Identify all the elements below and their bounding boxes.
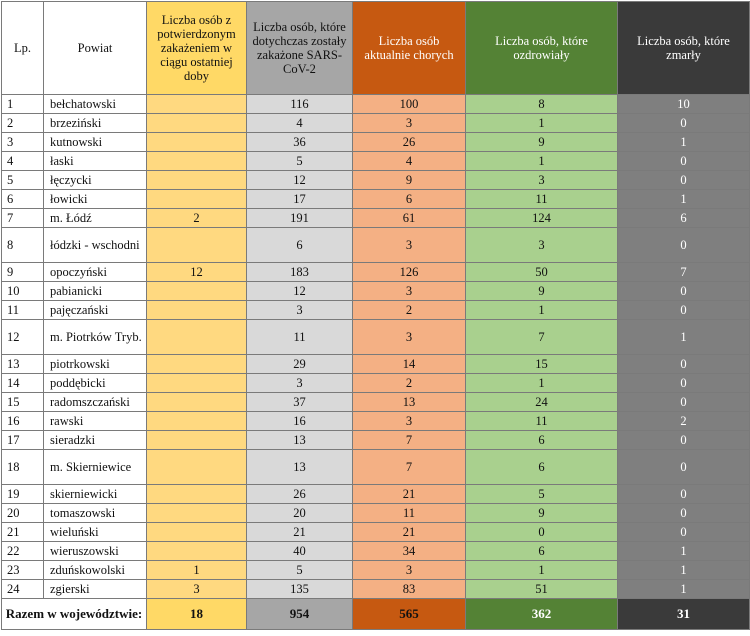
cell-currently-sick: 100	[353, 95, 466, 114]
cell-deaths: 0	[618, 228, 750, 263]
table-row	[2, 320, 750, 355]
table-row	[2, 355, 750, 374]
cell-recovered: 1	[466, 561, 618, 580]
table-row	[2, 523, 750, 542]
cell-total-cases: 29	[247, 355, 353, 374]
cell-new-cases	[147, 542, 247, 561]
cell-powiat: skierniewicki	[44, 485, 147, 504]
cell-new-cases	[147, 152, 247, 171]
cell-total-cases: 20	[247, 504, 353, 523]
cell-powiat: kutnowski	[44, 133, 147, 152]
table-row	[2, 374, 750, 393]
table-row	[2, 580, 750, 599]
cell-currently-sick: 7	[353, 431, 466, 450]
table-row	[2, 209, 750, 228]
cell-lp: 12	[2, 320, 44, 355]
cell-powiat: sieradzki	[44, 431, 147, 450]
cell-recovered: 51	[466, 580, 618, 599]
cell-deaths: 0	[618, 431, 750, 450]
cell-lp: 4	[2, 152, 44, 171]
cell-powiat: wieruszowski	[44, 542, 147, 561]
cell-currently-sick: 7	[353, 450, 466, 485]
cell-total-cases: 16	[247, 412, 353, 431]
table-row	[2, 504, 750, 523]
table-row	[2, 450, 750, 485]
cell-recovered: 124	[466, 209, 618, 228]
cell-recovered: 3	[466, 171, 618, 190]
cell-lp: 13	[2, 355, 44, 374]
cell-deaths: 0	[618, 393, 750, 412]
cell-total-cases: 183	[247, 263, 353, 282]
cell-total-cases: 11	[247, 320, 353, 355]
cell-recovered: 0	[466, 523, 618, 542]
cell-recovered: 50	[466, 263, 618, 282]
cell-deaths: 2	[618, 412, 750, 431]
cell-new-cases	[147, 190, 247, 209]
table-row	[2, 485, 750, 504]
cell-powiat: poddębicki	[44, 374, 147, 393]
cell-currently-sick: 83	[353, 580, 466, 599]
cell-new-cases: 12	[147, 263, 247, 282]
cell-new-cases	[147, 450, 247, 485]
cell-recovered: 24	[466, 393, 618, 412]
header-recovered: Liczba osób, które ozdrowiały	[466, 2, 618, 95]
cell-new-cases	[147, 301, 247, 320]
header-row	[2, 2, 750, 95]
cell-deaths: 0	[618, 504, 750, 523]
cell-new-cases	[147, 485, 247, 504]
cell-recovered: 8	[466, 95, 618, 114]
cell-lp: 16	[2, 412, 44, 431]
cell-lp: 10	[2, 282, 44, 301]
totals-label: Razem w województwie:	[2, 599, 147, 630]
cell-deaths: 0	[618, 171, 750, 190]
cell-new-cases	[147, 114, 247, 133]
cell-powiat: radomszczański	[44, 393, 147, 412]
cell-new-cases	[147, 228, 247, 263]
table-row	[2, 114, 750, 133]
header-new-cases: Liczba osób z potwierdzonym zakażeniem w ciągu ostatniej doby	[147, 2, 247, 95]
totals-new-cases: 18	[147, 599, 247, 630]
table-row	[2, 431, 750, 450]
cell-deaths: 6	[618, 209, 750, 228]
covid-stats-table	[1, 1, 750, 630]
cell-lp: 5	[2, 171, 44, 190]
cell-deaths: 1	[618, 133, 750, 152]
header-powiat: Powiat	[44, 2, 147, 95]
cell-currently-sick: 3	[353, 320, 466, 355]
cell-total-cases: 13	[247, 450, 353, 485]
cell-recovered: 9	[466, 133, 618, 152]
cell-powiat: rawski	[44, 412, 147, 431]
cell-lp: 19	[2, 485, 44, 504]
totals-deaths: 31	[618, 599, 750, 630]
table-body	[2, 95, 750, 599]
cell-currently-sick: 2	[353, 374, 466, 393]
cell-currently-sick: 9	[353, 171, 466, 190]
cell-deaths: 0	[618, 485, 750, 504]
cell-new-cases	[147, 282, 247, 301]
table-row	[2, 263, 750, 282]
table-row	[2, 95, 750, 114]
cell-new-cases	[147, 171, 247, 190]
cell-lp: 22	[2, 542, 44, 561]
cell-powiat: opoczyński	[44, 263, 147, 282]
cell-deaths: 10	[618, 95, 750, 114]
cell-currently-sick: 34	[353, 542, 466, 561]
cell-lp: 23	[2, 561, 44, 580]
cell-recovered: 1	[466, 301, 618, 320]
cell-lp: 17	[2, 431, 44, 450]
cell-powiat: brzeziński	[44, 114, 147, 133]
cell-total-cases: 3	[247, 374, 353, 393]
cell-lp: 6	[2, 190, 44, 209]
cell-lp: 11	[2, 301, 44, 320]
cell-total-cases: 12	[247, 282, 353, 301]
cell-powiat: m. Piotrków Tryb.	[44, 320, 147, 355]
cell-total-cases: 37	[247, 393, 353, 412]
cell-lp: 18	[2, 450, 44, 485]
cell-recovered: 11	[466, 190, 618, 209]
cell-recovered: 6	[466, 542, 618, 561]
cell-lp: 21	[2, 523, 44, 542]
cell-new-cases	[147, 95, 247, 114]
cell-deaths: 0	[618, 114, 750, 133]
cell-new-cases	[147, 320, 247, 355]
cell-deaths: 1	[618, 190, 750, 209]
table-row	[2, 152, 750, 171]
table-row	[2, 228, 750, 263]
cell-currently-sick: 4	[353, 152, 466, 171]
cell-deaths: 1	[618, 580, 750, 599]
cell-total-cases: 40	[247, 542, 353, 561]
cell-recovered: 9	[466, 282, 618, 301]
cell-new-cases	[147, 355, 247, 374]
totals-recovered: 362	[466, 599, 618, 630]
table-row	[2, 282, 750, 301]
cell-total-cases: 3	[247, 301, 353, 320]
cell-powiat: pabianicki	[44, 282, 147, 301]
cell-deaths: 7	[618, 263, 750, 282]
cell-new-cases	[147, 374, 247, 393]
cell-lp: 8	[2, 228, 44, 263]
cell-new-cases: 1	[147, 561, 247, 580]
cell-powiat: zgierski	[44, 580, 147, 599]
cell-recovered: 6	[466, 431, 618, 450]
cell-powiat: wieluński	[44, 523, 147, 542]
cell-new-cases	[147, 393, 247, 412]
cell-total-cases: 17	[247, 190, 353, 209]
cell-currently-sick: 3	[353, 412, 466, 431]
cell-recovered: 6	[466, 450, 618, 485]
cell-lp: 24	[2, 580, 44, 599]
cell-currently-sick: 6	[353, 190, 466, 209]
cell-powiat: pajęczański	[44, 301, 147, 320]
cell-lp: 20	[2, 504, 44, 523]
cell-deaths: 0	[618, 523, 750, 542]
cell-currently-sick: 3	[353, 561, 466, 580]
cell-powiat: tomaszowski	[44, 504, 147, 523]
cell-total-cases: 12	[247, 171, 353, 190]
cell-lp: 3	[2, 133, 44, 152]
cell-deaths: 0	[618, 301, 750, 320]
cell-currently-sick: 21	[353, 523, 466, 542]
cell-lp: 2	[2, 114, 44, 133]
cell-recovered: 1	[466, 152, 618, 171]
cell-recovered: 5	[466, 485, 618, 504]
cell-deaths: 1	[618, 542, 750, 561]
table-row	[2, 190, 750, 209]
cell-deaths: 1	[618, 561, 750, 580]
cell-recovered: 1	[466, 374, 618, 393]
table-row	[2, 412, 750, 431]
cell-currently-sick: 2	[353, 301, 466, 320]
header-total-cases: Liczba osób, które dotychczas zostały zakażone SARS-CoV-2	[247, 2, 353, 95]
cell-powiat: łowicki	[44, 190, 147, 209]
header-currently-sick: Liczba osób aktualnie chorych	[353, 2, 466, 95]
cell-new-cases	[147, 504, 247, 523]
cell-recovered: 11	[466, 412, 618, 431]
cell-total-cases: 6	[247, 228, 353, 263]
cell-currently-sick: 3	[353, 114, 466, 133]
cell-currently-sick: 26	[353, 133, 466, 152]
cell-powiat: łęczycki	[44, 171, 147, 190]
cell-new-cases	[147, 431, 247, 450]
cell-total-cases: 36	[247, 133, 353, 152]
table-row	[2, 393, 750, 412]
header-lp: Lp.	[2, 2, 44, 95]
cell-lp: 7	[2, 209, 44, 228]
cell-currently-sick: 3	[353, 282, 466, 301]
cell-powiat: m. Łódź	[44, 209, 147, 228]
totals-currently-sick: 565	[353, 599, 466, 630]
cell-currently-sick: 126	[353, 263, 466, 282]
cell-deaths: 0	[618, 152, 750, 171]
cell-total-cases: 4	[247, 114, 353, 133]
cell-currently-sick: 13	[353, 393, 466, 412]
cell-total-cases: 21	[247, 523, 353, 542]
cell-lp: 1	[2, 95, 44, 114]
cell-lp: 15	[2, 393, 44, 412]
cell-currently-sick: 21	[353, 485, 466, 504]
cell-new-cases: 3	[147, 580, 247, 599]
table-row	[2, 561, 750, 580]
cell-deaths: 0	[618, 374, 750, 393]
cell-powiat: łódzki - wschodni	[44, 228, 147, 263]
cell-new-cases	[147, 523, 247, 542]
cell-new-cases	[147, 412, 247, 431]
cell-powiat: zduńskowolski	[44, 561, 147, 580]
cell-recovered: 9	[466, 504, 618, 523]
cell-total-cases: 13	[247, 431, 353, 450]
cell-currently-sick: 14	[353, 355, 466, 374]
cell-total-cases: 116	[247, 95, 353, 114]
table-row	[2, 133, 750, 152]
cell-currently-sick: 3	[353, 228, 466, 263]
cell-total-cases: 5	[247, 152, 353, 171]
cell-total-cases: 191	[247, 209, 353, 228]
cell-powiat: piotrkowski	[44, 355, 147, 374]
cell-deaths: 0	[618, 282, 750, 301]
cell-powiat: m. Skierniewice	[44, 450, 147, 485]
cell-currently-sick: 11	[353, 504, 466, 523]
cell-deaths: 0	[618, 355, 750, 374]
cell-total-cases: 5	[247, 561, 353, 580]
cell-powiat: bełchatowski	[44, 95, 147, 114]
cell-deaths: 0	[618, 450, 750, 485]
totals-total-cases: 954	[247, 599, 353, 630]
cell-recovered: 3	[466, 228, 618, 263]
cell-powiat: łaski	[44, 152, 147, 171]
cell-total-cases: 26	[247, 485, 353, 504]
cell-new-cases: 2	[147, 209, 247, 228]
cell-lp: 14	[2, 374, 44, 393]
table-row	[2, 171, 750, 190]
cell-currently-sick: 61	[353, 209, 466, 228]
cell-deaths: 1	[618, 320, 750, 355]
table-row	[2, 542, 750, 561]
cell-recovered: 7	[466, 320, 618, 355]
cell-lp: 9	[2, 263, 44, 282]
cell-total-cases: 135	[247, 580, 353, 599]
cell-recovered: 1	[466, 114, 618, 133]
totals-row	[2, 599, 750, 630]
header-deaths: Liczba osób, które zmarły	[618, 2, 750, 95]
table-row	[2, 301, 750, 320]
cell-new-cases	[147, 133, 247, 152]
cell-recovered: 15	[466, 355, 618, 374]
